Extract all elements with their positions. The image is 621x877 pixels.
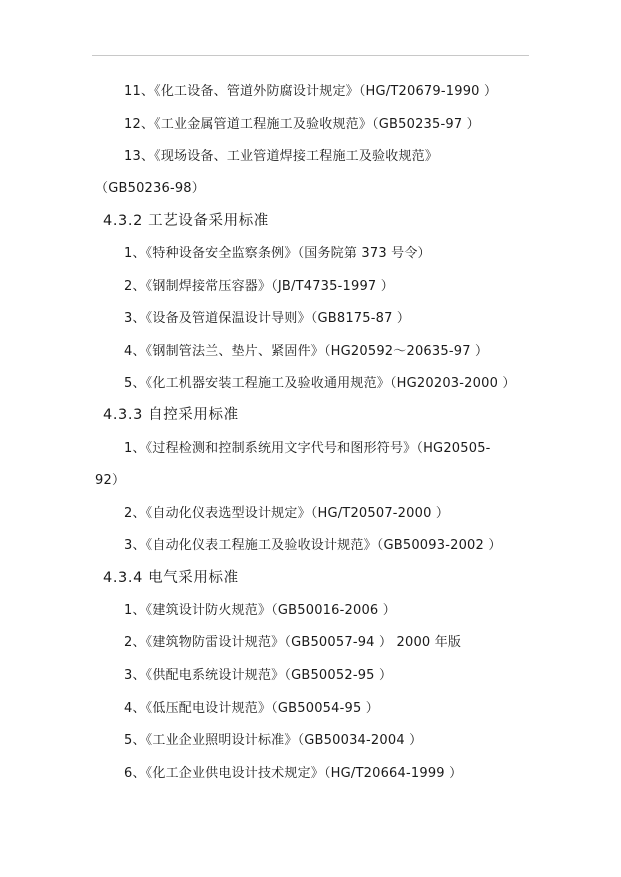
section-heading: 4.3.3 自控采用标准 <box>103 407 239 423</box>
standard-item: 3、《供配电系统设计规范》（GB50052-95 ） <box>124 668 393 683</box>
standard-item: 1、《特种设备安全监察条例》（国务院第 373 号令） <box>124 246 431 261</box>
section-heading: 4.3.2 工艺设备采用标准 <box>103 213 269 229</box>
standard-item: 2、《自动化仪表选型设计规定》（HG/T20507-2000 ） <box>124 506 450 521</box>
standard-item-continuation: （GB50236-98） <box>95 181 205 196</box>
standard-item: 4、《低压配电设计规范》（GB50054-95 ） <box>124 701 379 716</box>
standard-item: 2、《建筑物防雷设计规范》（GB50057-94 ） 2000 年版 <box>124 635 462 650</box>
standard-item: 5、《化工机器安装工程施工及验收通用规范》（HG20203-2000 ） <box>124 376 516 391</box>
standard-item: 6、《化工企业供电设计技术规定》（HG/T20664-1999 ） <box>124 766 463 781</box>
standard-item: 3、《自动化仪表工程施工及验收设计规范》（GB50093-2002 ） <box>124 538 502 553</box>
standard-item: 11、《化工设备、管道外防腐设计规定》（HG/T20679-1990 ） <box>124 84 498 99</box>
standard-item: 4、《钢制管法兰、垫片、紧固件》（HG20592～20635-97 ） <box>124 344 489 359</box>
standard-item-continuation: 92） <box>95 473 126 488</box>
standard-item: 3、《设备及管道保温设计导则》（GB8175-87 ） <box>124 311 411 326</box>
standard-item: 2、《钢制焊接常压容器》（JB/T4735-1997 ） <box>124 279 394 294</box>
standard-item: 13、《现场设备、工业管道焊接工程施工及验收规范》 <box>124 149 439 164</box>
standard-item: 1、《过程检测和控制系统用文字代号和图形符号》（HG20505- <box>124 441 491 456</box>
standard-item: 5、《工业企业照明设计标准》（GB50034-2004 ） <box>124 733 423 748</box>
section-heading: 4.3.4 电气采用标准 <box>103 570 239 586</box>
header-rule <box>92 55 529 56</box>
standard-item: 1、《建筑设计防火规范》（GB50016-2006 ） <box>124 603 396 618</box>
standard-item: 12、《工业金属管道工程施工及验收规范》（GB50235-97 ） <box>124 117 480 132</box>
